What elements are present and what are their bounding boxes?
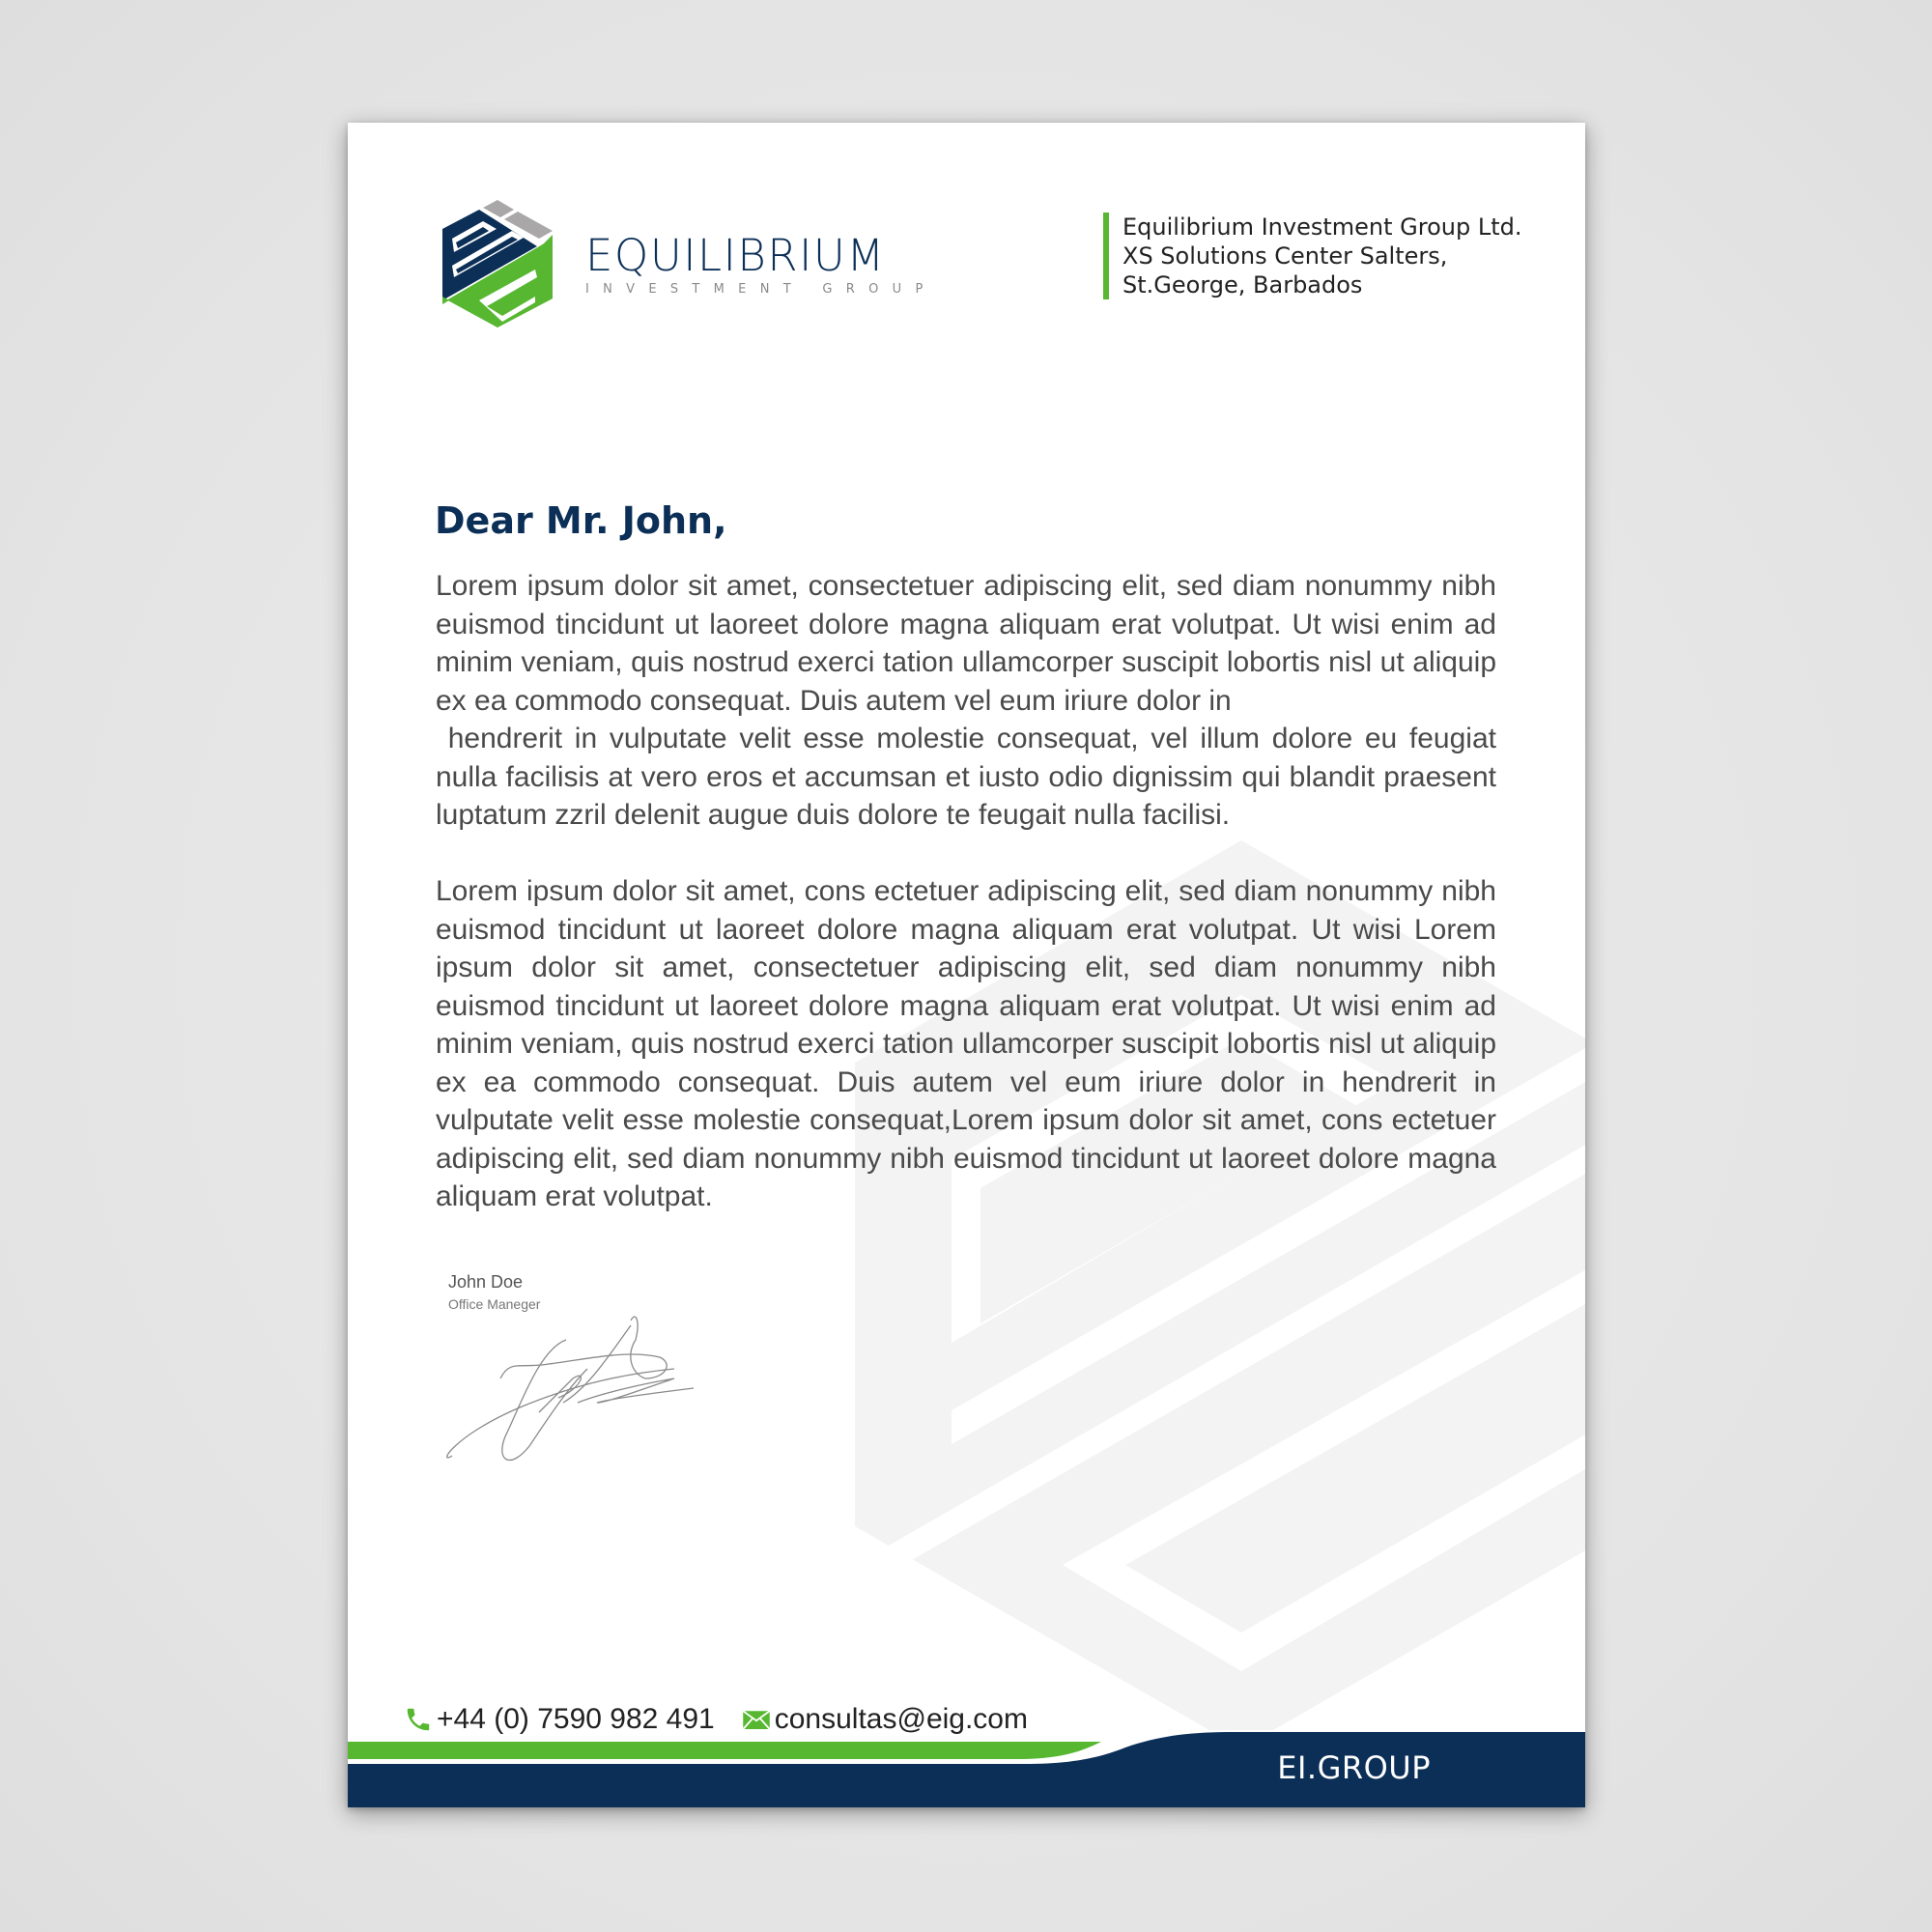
company-address (1103, 213, 1522, 299)
signature-block (448, 1272, 738, 1456)
logo-text (585, 229, 937, 297)
signer-title: Office Maneger (448, 1296, 541, 1312)
handwritten-signature-icon (433, 1282, 723, 1465)
paragraph-2: Lorem ipsum dolor sit amet, cons ectetuer adipiscing elit, sed diam nonummy nibh euismod tincidunt ut laoreet dolore magna aliquam erat volutpat. Ut wisi Lorem ipsum dolor sit amet, consectetuer adipiscing elit, sed diam nonummy nibh euismod tincidunt ut laoreet dolore magna aliquam erat volutpat. Ut wisi enim ad minim veniam, quis nostrud exerci tation ullamcorper suscipit lobortis nisl ut aliquip ex ea commodo consequat. Duis autem vel eum iriure dolor in hendrerit in vulputate velit esse molestie consequat,Lorem ipsum dolor sit amet, cons ectetuer adipiscing elit, sed diam nonummy nibh euismod tincidunt ut laoreet dolore magna aliquam erat volutpat. (436, 875, 1496, 1212)
letterhead-page (348, 123, 1585, 1807)
address-line-1: Equilibrium Investment Group Ltd. (1122, 213, 1522, 241)
hexagon-eig-logo-icon (440, 200, 554, 327)
company-tagline: INVESTMENT GROUP (585, 281, 937, 297)
letter-body (436, 567, 1505, 1254)
phone-number: +44 (0) 7590 982 491 (437, 1703, 715, 1735)
address-line-3: St.George, Barbados (1122, 271, 1363, 298)
paragraph-1-part-b: hendrerit in vulputate velit esse molestie consequat, vel illum dolore eu feugiat nulla facilisis at vero eros et accumsan et iusto odio dignissim qui blandit praesent luptatum zzril delenit augue duis dolore te feugait nulla facilisi. (436, 723, 1505, 831)
letter-greeting: Dear Mr. John, (435, 499, 727, 542)
paragraph-1-part-a: Lorem ipsum dolor sit amet, consectetuer adipiscing elit, sed diam nonummy nibh euismod tincidunt ut laoreet dolore magna aliquam erat volutpat. Ut wisi enim ad minim veniam, quis nostrud exerci tation ullamcorper suscipit lobortis nisl ut aliquip ex ea commodo consequat. Duis autem vel eum iriure dolor in (436, 570, 1496, 717)
signer-name: John Doe (448, 1272, 524, 1292)
company-name: EQUILIBRIUM (585, 229, 886, 281)
company-logo (440, 200, 937, 327)
paragraph-1 (436, 567, 1505, 835)
footer-brand: EI.GROUP (1277, 1749, 1431, 1786)
email-address: consultas@eig.com (774, 1703, 1028, 1735)
address-line-2: XS Solutions Center Salters, (1122, 242, 1448, 270)
